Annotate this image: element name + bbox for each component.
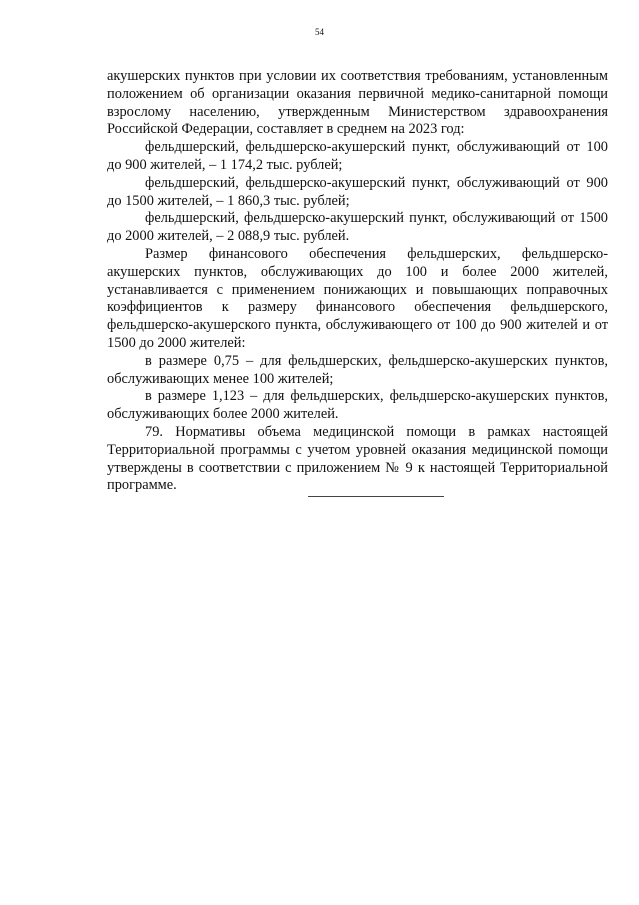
- paragraph-coefficient-1123: в размере 1,123 – для фельдшерских, фельдшерско-акушерских пунктов, обслуживающих более 2000 жителей.: [107, 388, 608, 423]
- paragraph-financing-size: Размер финансового обеспечения фельдшерских, фельдшерско-акушерских пунктов, обслуживающих до 100 и более 2000 жителей, устанавливается с применением понижающих и повышающих поправочных коэффициентов к размеру финансового обеспечения фельдшерского, фельдшерско-акушерского пункта, обслуживающего от 100 до 900 жителей и от 1500 до 2000 жителей:: [107, 245, 608, 351]
- end-separator-line: [308, 496, 444, 497]
- paragraph-fap-900-1500: фельдшерский, фельдшерско-акушерский пункт, обслуживающий от 900 до 1500 жителей, – 1 860,3 тыс. рублей;: [107, 174, 608, 209]
- paragraph-fap-1500-2000: фельдшерский, фельдшерско-акушерский пункт, обслуживающий от 1500 до 2000 жителей, – 2 088,9 тыс. рублей.: [107, 210, 608, 245]
- paragraph-item-79: 79. Нормативы объема медицинской помощи в рамках настоящей Территориальной программы с учетом уровней оказания медицинской помощи утверждены в соответствии с приложением № 9 к настоящей Территориальной программе.: [107, 423, 608, 494]
- paragraph-fap-100-900: фельдшерский, фельдшерско-акушерский пункт, обслуживающий от 100 до 900 жителей, – 1 174,2 тыс. рублей;: [107, 139, 608, 173]
- paragraph-coefficient-075: в размере 0,75 – для фельдшерских, фельдшерско-акушерских пунктов, обслуживающих менее 100 жителей;: [107, 352, 608, 387]
- document-body: [107, 68, 608, 495]
- page-number: 54: [315, 27, 324, 37]
- paragraph-continuation: акушерских пунктов при условии их соответствия требованиям, установленным положением об организации оказания первичной медико-санитарной помощи взрослому населению, утвержденным Министерством здравоохранения Российской Федерации, составляет в среднем на 2023 год:: [107, 68, 608, 138]
